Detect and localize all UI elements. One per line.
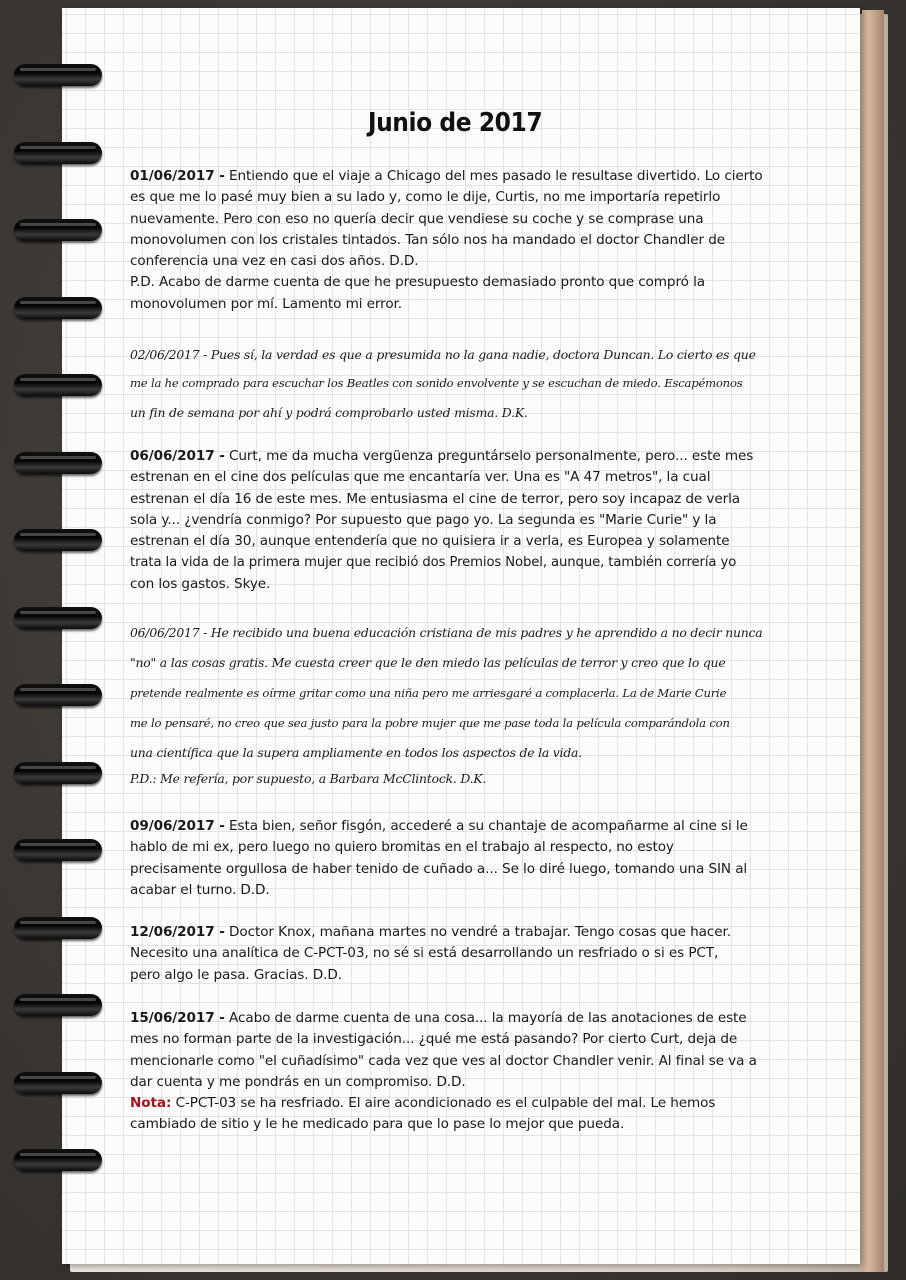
entry-line: He recibido una buena educación cristiana de mis padres y he aprendido a no decir nunca	[210, 625, 763, 640]
entry-line: estrenan el día 16 de este mes. Me entusiasma el cine de terror, pero soy incapaz de verla	[130, 490, 740, 507]
entry-line: precisamente orgullosa de haber tenido de cuñado a... Se lo diré luego, tomando una SIN al	[130, 860, 748, 877]
spiral-ring	[14, 368, 106, 400]
entry-line: mes no forman parte de la investigación... ¿qué me está pasando? Por cierto Curt, deja de	[130, 1031, 738, 1048]
entry-line: me lo pensaré, no creo que sea justo para la pobre mujer que me pase toda la película comparándola con	[130, 716, 730, 730]
entry-line: Doctor Knox, mañana martes no vendré a trabajar. Tengo cosas que hacer.	[229, 924, 731, 940]
entry-line: conferencia una vez en casi dos años. D.D.	[130, 253, 419, 270]
entry-line: me la he comprado para escuchar los Beatles con sonido envolvente y se escuchan de miedo. Escapémonos	[130, 376, 743, 390]
entry-line: sola y... ¿vendría conmigo? Por supuesto que pago yo. La segunda es "Marie Curie" y la	[130, 511, 717, 528]
entry-line: P.D. Acabo de darme cuenta de que he presupuesto demasiado pronto que compró la	[130, 274, 705, 291]
spiral-ring	[14, 911, 106, 943]
entry-line: Acabo de darme cuenta de una cosa... la mayoría de las anotaciones de este	[229, 1010, 747, 1026]
notebook-edge	[862, 10, 884, 1272]
entry-line: "no" a las cosas gratis. Me cuesta creer que le den miedo las películas de terror y creo que lo que	[130, 655, 726, 670]
spiral-ring	[14, 523, 106, 555]
ring-wire	[14, 142, 102, 164]
ring-wire	[14, 297, 102, 319]
spiral-ring	[14, 1066, 106, 1098]
ring-wire	[14, 1149, 102, 1171]
entry-line: estrenan en el cine dos películas que me encantaría ver. Una es "A 47 metros", la cual	[130, 469, 711, 486]
spiral-ring	[14, 601, 106, 633]
ring-wire	[14, 684, 102, 706]
entry-line: dar cuenta y me pondrás en un compromiso. D.D.	[130, 1073, 466, 1090]
entry-date: 02/06/2017 -	[130, 347, 208, 362]
entry-line: monovolumen por mí. Lamento mi error.	[130, 295, 403, 312]
note-label: Nota:	[130, 1095, 172, 1112]
entry-date: 06/06/2017 -	[130, 625, 208, 640]
entry-line: mencionarle como "el cuñadísimo" cada vez que ves al doctor Chandler venir. Al final se va a	[130, 1052, 757, 1069]
entry-line: estrenan el día 30, aunque entendería que no quisiera ir a verla, es Europea y solamente	[130, 533, 730, 550]
note-line: C-PCT-03 se ha resfriado. El aire acondicionado es el culpable del mal. Le hemos	[175, 1095, 716, 1112]
ring-wire	[14, 219, 102, 241]
entry-date: 12/06/2017 -	[130, 924, 225, 940]
entry-06-06-dk	[130, 618, 780, 790]
entry-line: P.D.: Me refería, por supuesto, a Barbara McClintock. D.K.	[130, 771, 487, 786]
entry-line: trata la vida de la primera mujer que recibió dos Premios Nobel, aunque, también correría yo	[130, 555, 737, 571]
entry-15-06	[130, 1008, 780, 1136]
entry-line: con los gastos. Skye.	[130, 575, 271, 592]
ring-wire	[14, 839, 102, 861]
entry-line: Pues sí, la verdad es que a presumida no la gana nadie, doctora Duncan. Lo cierto es que	[210, 347, 756, 362]
entry-date: 06/06/2017 -	[130, 448, 225, 464]
ring-wire	[14, 452, 102, 474]
entry-line: un fin de semana por ahí y podrá comprobarlo usted misma. D.K.	[130, 405, 528, 420]
entry-line: pretende realmente es oírme gritar como una niña pero me arriesgaré a complacerla. La de Marie Curie	[130, 686, 727, 700]
spiral-ring	[14, 988, 106, 1020]
entry-line: es que me lo pasé muy bien a su lado y, como le dije, Curtis, no me importaría repetirlo	[130, 189, 721, 206]
entry-02-06	[130, 340, 780, 427]
entry-line: Necesito una analítica de C-PCT-03, no sé si está desarrollando un resfriado o si es PCT,	[130, 945, 719, 962]
entry-line: una científica que la supera ampliamente en todos los aspectos de la vida.	[130, 745, 582, 760]
spiral-ring	[14, 291, 106, 323]
entry-12-06	[130, 922, 780, 986]
spiral-ring	[14, 833, 106, 865]
note-line: cambiado de sitio y le he medicado para que lo pase lo mejor que pueda.	[130, 1116, 625, 1133]
entry-09-06	[130, 816, 780, 901]
entry-line: acabar el turno. D.D.	[130, 881, 270, 898]
ring-wire	[14, 917, 102, 939]
entry-line: nuevamente. Pero con eso no quería decir que vendiese su coche y se comprase una	[130, 210, 704, 227]
entry-line: Esta bien, señor fisgón, accederé a su chantaje de acompañarme al cine si le	[229, 818, 748, 834]
spiral-ring	[14, 678, 106, 710]
page-title: Junio de 2017	[367, 108, 543, 138]
entry-line: hablo de mi ex, pero luego no quiero bromitas en el trabajo al respecto, no estoy	[130, 839, 674, 856]
entry-line: Curt, me da mucha vergüenza preguntárselo personalmente, pero... este mes	[229, 448, 754, 464]
entry-01-06	[130, 166, 780, 315]
entry-line: Entiendo que el viaje a Chicago del mes pasado le resultase divertido. Lo cierto	[229, 168, 763, 184]
entry-line: pero algo le pasa. Gracias. D.D.	[130, 966, 342, 983]
spiral-ring	[14, 756, 106, 788]
entry-date: 01/06/2017 -	[130, 168, 225, 184]
ring-wire	[14, 762, 102, 784]
spiral-ring	[14, 136, 106, 168]
entry-06-06-skye	[130, 446, 780, 595]
spiral-ring	[14, 1143, 106, 1175]
ring-wire	[14, 1072, 102, 1094]
ring-wire	[14, 994, 102, 1016]
ring-wire	[14, 64, 102, 86]
spiral-ring	[14, 58, 106, 90]
ring-wire	[14, 607, 102, 629]
ring-wire	[14, 374, 102, 396]
ring-wire	[14, 529, 102, 551]
spiral-ring	[14, 213, 106, 245]
spiral-binding	[0, 0, 120, 1280]
entry-date: 15/06/2017 -	[130, 1010, 225, 1026]
entry-line: monovolumen con los cristales tintados. Tan sólo nos ha mandado el doctor Chandler de	[130, 231, 726, 248]
entry-date: 09/06/2017 -	[130, 818, 225, 834]
spiral-ring	[14, 446, 106, 478]
